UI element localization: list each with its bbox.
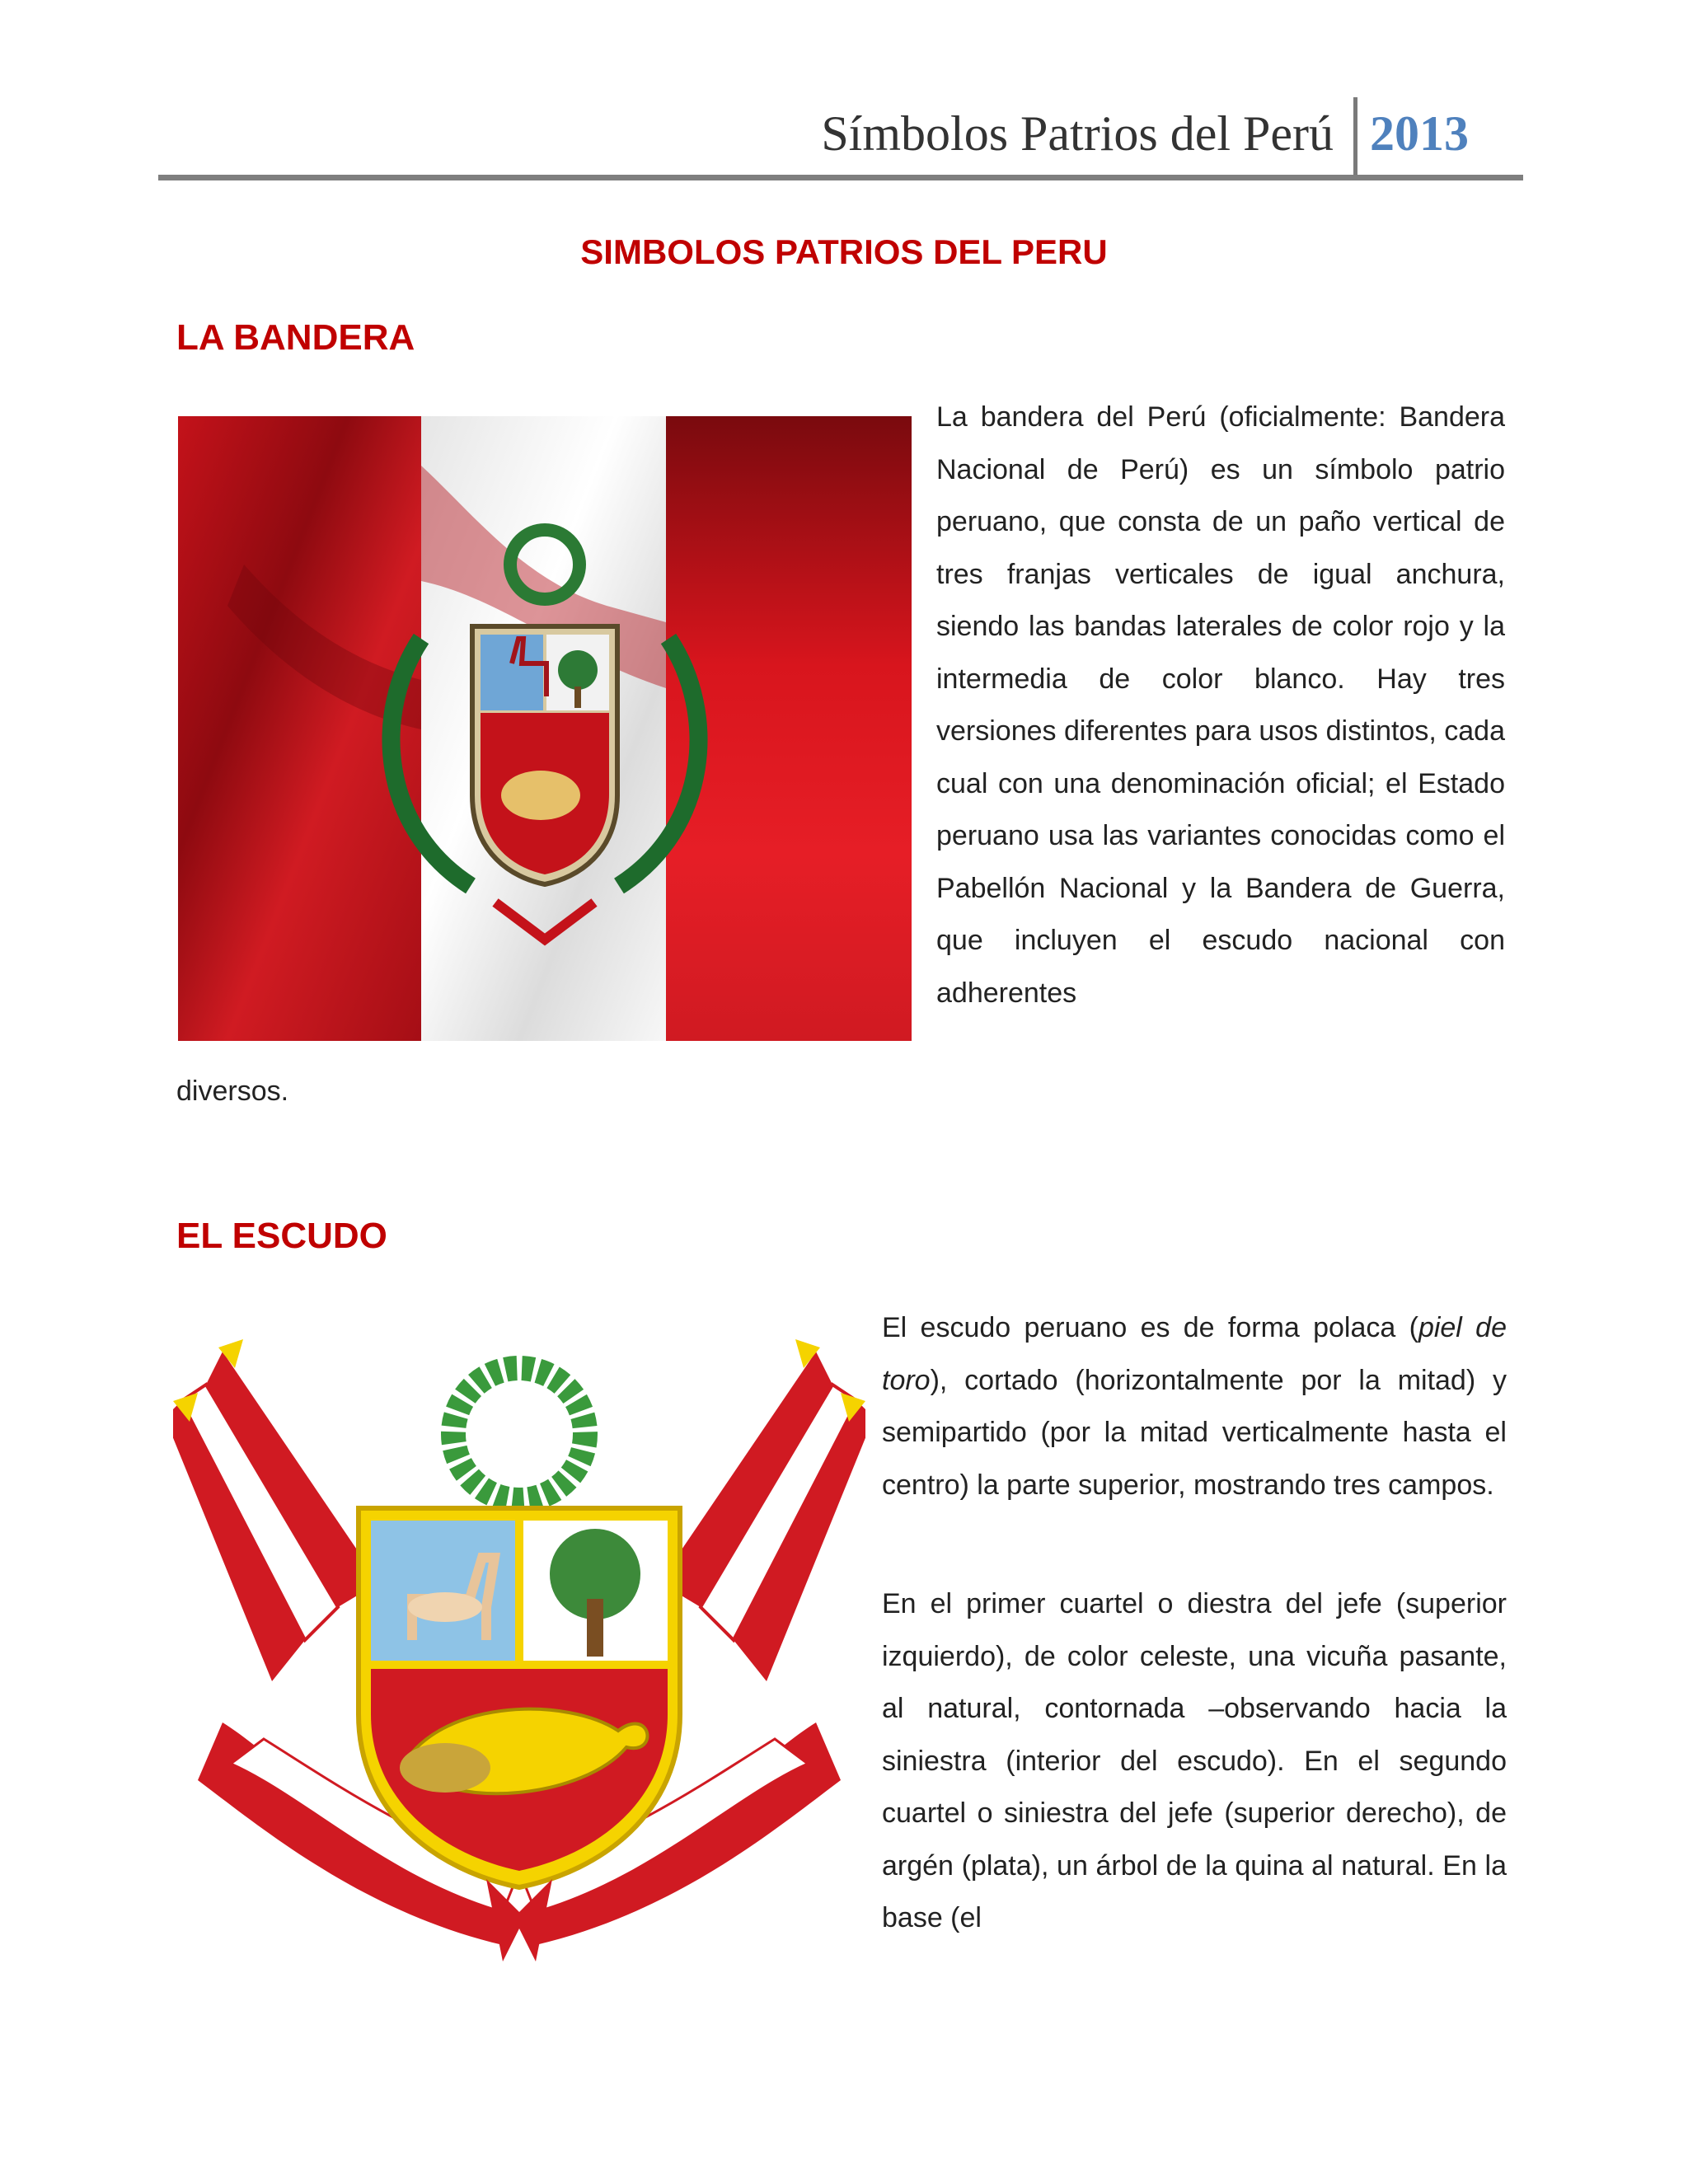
section-heading-escudo: EL ESCUDO [176, 1216, 387, 1256]
bandera-paragraph: La bandera del Perú (oficialmente: Bandera Nacional de Perú) es un símbolo patrio peruano, que consta de un paño vertical de tres franjas verticales de igual anchura, siendo las bandas laterales de color rojo y la intermedia de color blanco. Hay tres versiones diferentes para usos distintos, cada cual con una denominación oficial; el Estado peruano usa las variantes conocidas como el Pabellón Nacional y la Bandera de Guerra, que incluyen el escudo nacional con adherentes [936, 401, 1505, 1009]
escudo-paragraph-1 [882, 1302, 1507, 1511]
document-title: SIMBOLOS PATRIOS DEL PERU [580, 232, 1108, 271]
escudo-paragraph-1-part2: ), cortado (horizontalmente por la mitad) y semipartido (por la mitad verticalmente hasta el centro) la parte superior, mostrando tres campos. [882, 1364, 1507, 1501]
peru-coat-of-arms-image [173, 1335, 865, 1978]
escudo-paragraph-1-italic: piel de toro [882, 1312, 1507, 1396]
escudo-paragraph-2: En el primer cuartel o diestra del jefe (superior izquierdo), de color celeste, una vicuña pasante, al natural, contornada –observando hacia la siniestra (interior del escudo). En el segundo cuartel o siniestra del jefe (superior derecho), de argén (plata), un árbol de la quina al natural. En la base (el [882, 1588, 1507, 1933]
escudo-paragraph-1-part1: El escudo peruano es de forma polaca ( [882, 1312, 1418, 1343]
header-year: 2013 [1370, 106, 1469, 161]
peru-flag-image [178, 416, 912, 1041]
bandera-paragraph-tail: diversos. [176, 1076, 289, 1107]
section-heading-bandera: LA BANDERA [176, 317, 415, 358]
header-separator [1353, 97, 1357, 178]
header-rule [158, 175, 1523, 180]
page-header [158, 97, 1523, 180]
header-title: Símbolos Patrios del Perú [821, 106, 1334, 161]
